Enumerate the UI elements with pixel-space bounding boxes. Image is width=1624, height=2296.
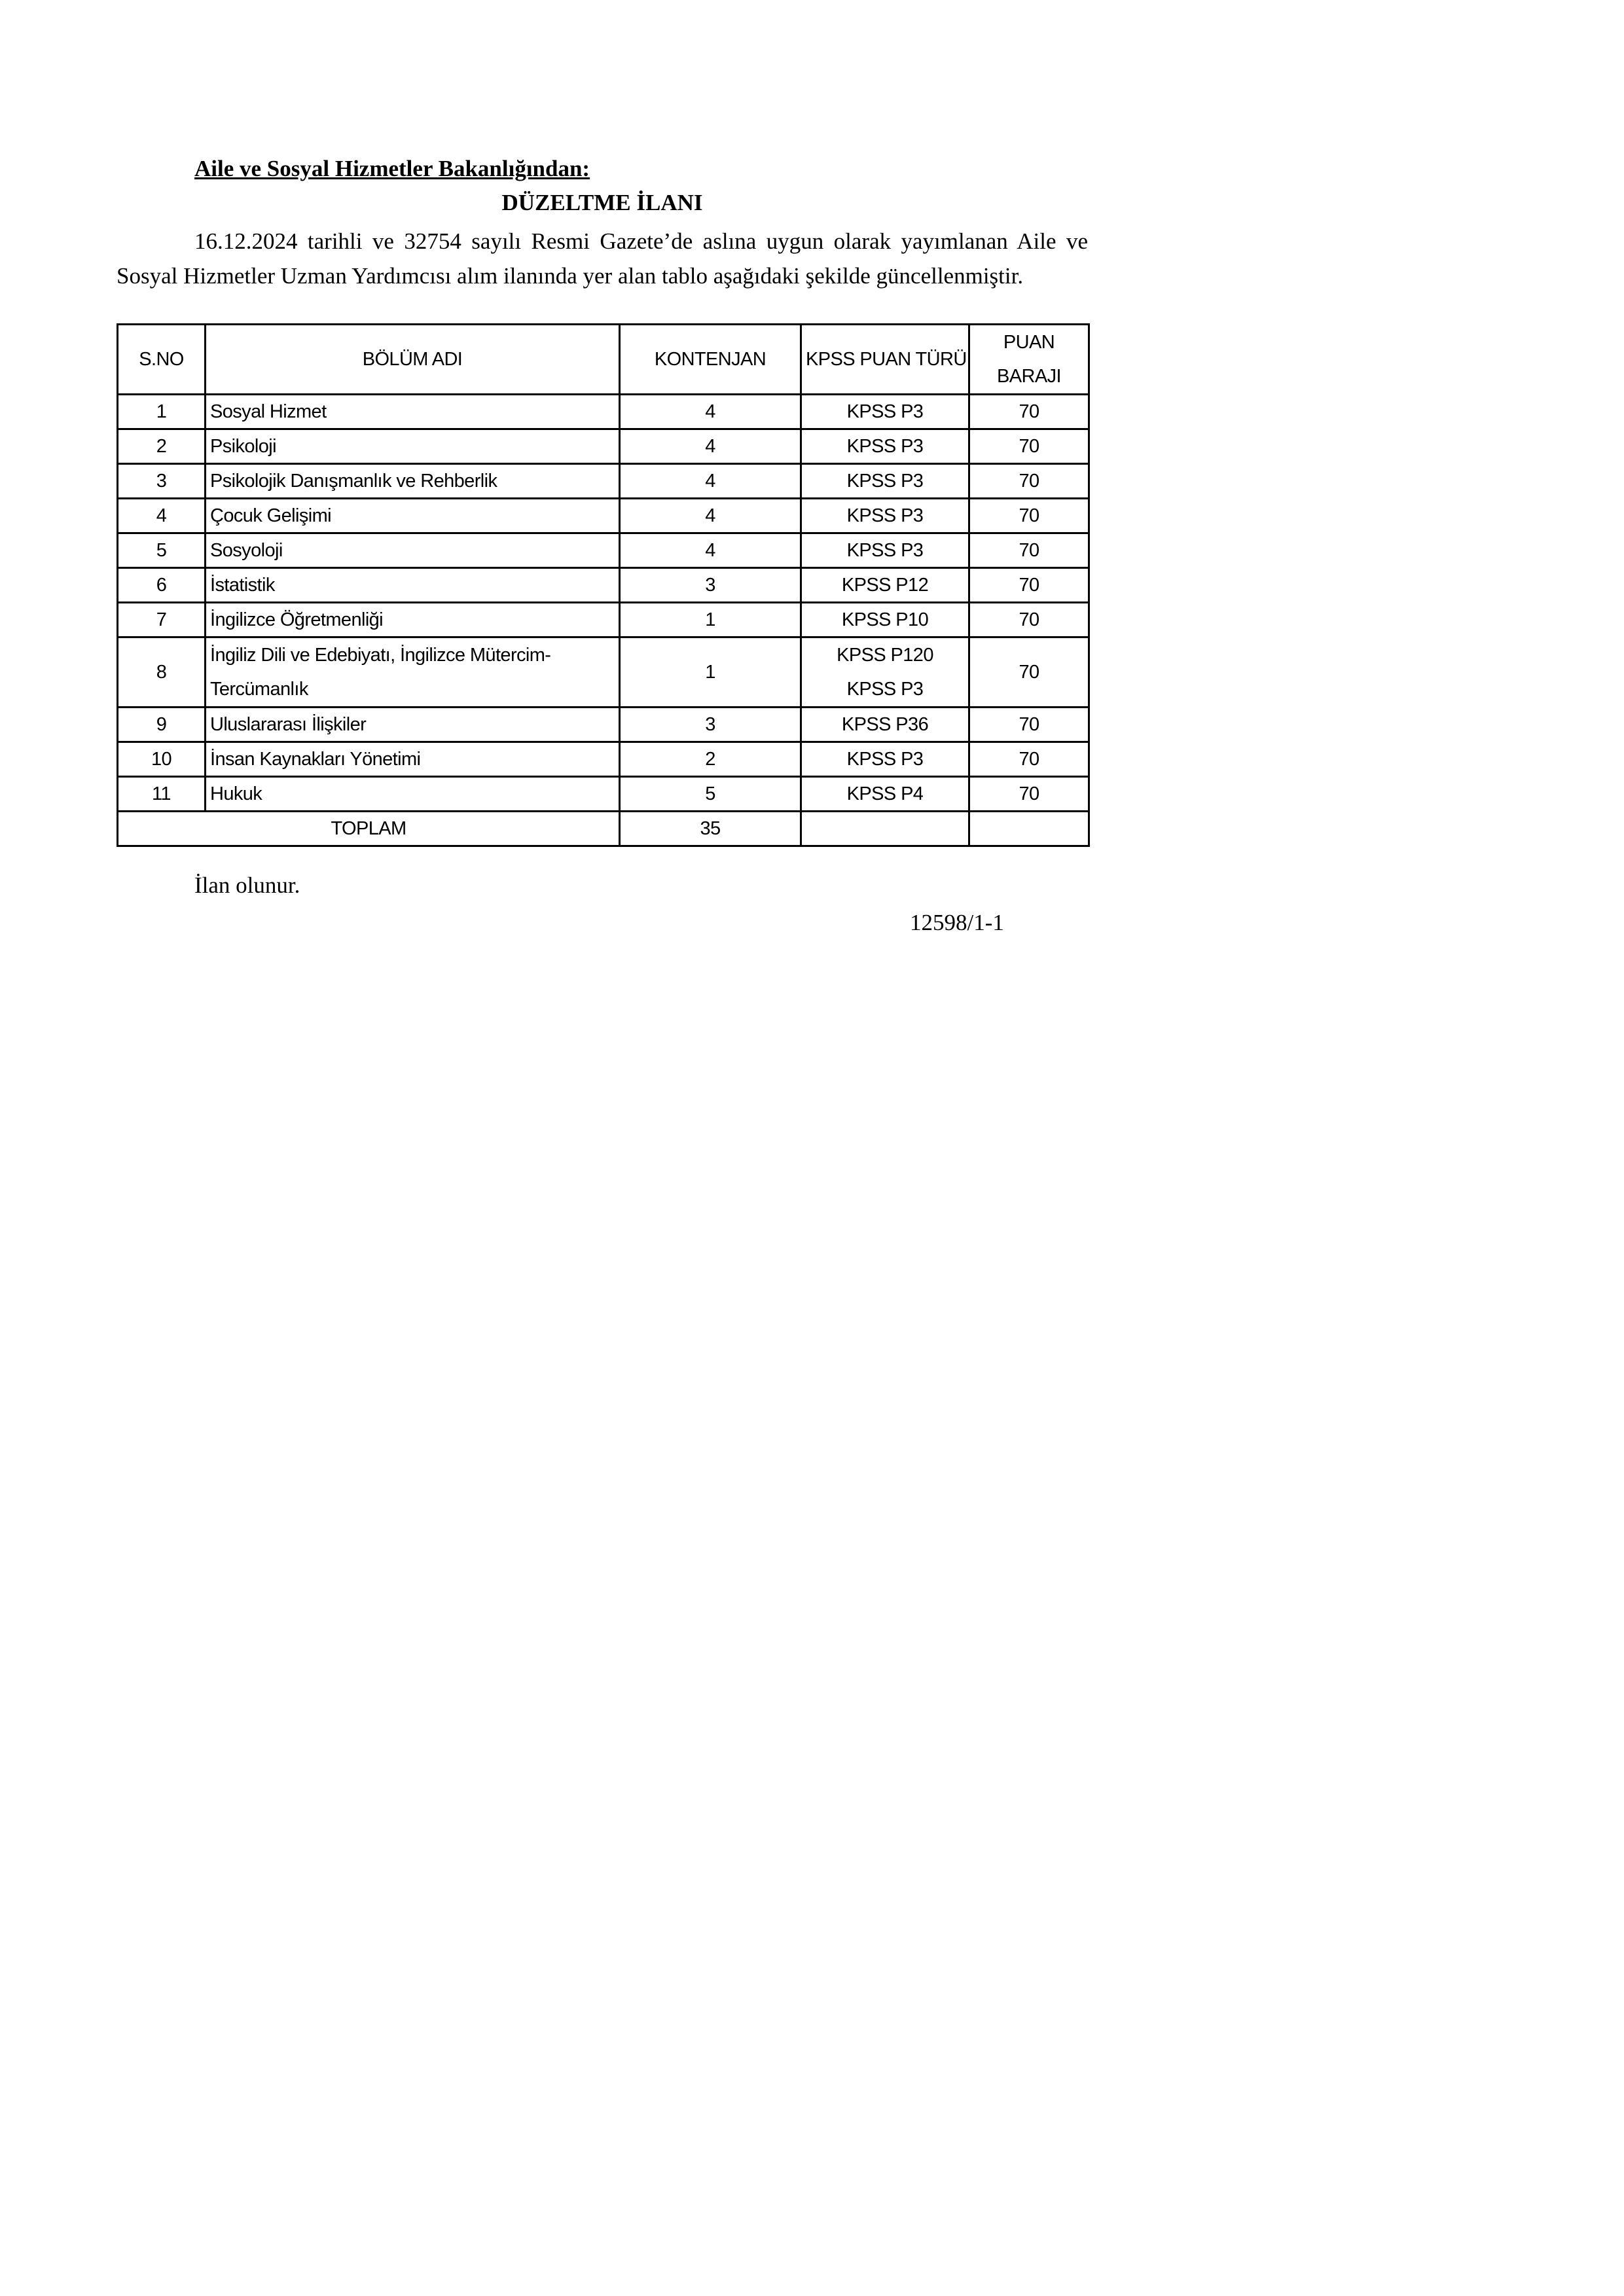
row-puan-turu: KPSS P3 <box>801 742 969 777</box>
row-puan-turu: KPSS P10 <box>801 603 969 637</box>
table-row <box>118 429 1089 464</box>
row-bolum: Sosyoloji <box>206 533 620 568</box>
table-row <box>118 499 1089 533</box>
total-empty-baraj <box>969 812 1089 846</box>
row-baraj: 70 <box>969 464 1089 499</box>
row-kontenjan: 1 <box>620 637 801 708</box>
row-puan-turu: KPSS P12 <box>801 568 969 603</box>
row-kontenjan: 4 <box>620 429 801 464</box>
row-baraj: 70 <box>969 777 1089 812</box>
row-kontenjan: 5 <box>620 777 801 812</box>
row-number: 4 <box>118 499 206 533</box>
row-bolum: Psikoloji <box>206 429 620 464</box>
row-puan-turu: KPSS P3 <box>801 499 969 533</box>
row-baraj: 70 <box>969 603 1089 637</box>
row-bolum: İngilizce Öğretmenliği <box>206 603 620 637</box>
header-bolum: BÖLÜM ADI <box>206 325 620 395</box>
row-puan-turu: KPSS P3 <box>801 533 969 568</box>
row-baraj: 70 <box>969 637 1089 708</box>
header-baraj-line2: BARAJI <box>997 366 1061 387</box>
total-kontenjan: 35 <box>620 812 801 846</box>
row-number: 8 <box>118 637 206 708</box>
table-header-row <box>118 325 1089 395</box>
row-baraj: 70 <box>969 533 1089 568</box>
row-kontenjan: 4 <box>620 499 801 533</box>
header-puan-baraji <box>969 325 1089 395</box>
row-kontenjan: 4 <box>620 464 801 499</box>
row-puan-turu: KPSS P4 <box>801 777 969 812</box>
row-puan-turu <box>801 637 969 708</box>
row-baraj: 70 <box>969 395 1089 429</box>
row-number: 5 <box>118 533 206 568</box>
ministry-heading: Aile ve Sosyal Hizmetler Bakanlığından: <box>194 156 590 181</box>
header-sno: S.NO <box>118 325 206 395</box>
table-row <box>118 464 1089 499</box>
row-bolum <box>206 637 620 708</box>
table-row <box>118 603 1089 637</box>
row-kontenjan: 3 <box>620 708 801 742</box>
row-kontenjan: 4 <box>620 533 801 568</box>
table-row <box>118 395 1089 429</box>
header-puan-turu: KPSS PUAN TÜRÜ <box>801 325 969 395</box>
positions-table <box>117 323 1090 847</box>
row-puan-turu: KPSS P3 <box>801 464 969 499</box>
row-bolum: Çocuk Gelişimi <box>206 499 620 533</box>
row-number: 10 <box>118 742 206 777</box>
row-puan-turu: KPSS P3 <box>801 395 969 429</box>
row-bolum: Sosyal Hizmet <box>206 395 620 429</box>
row-number: 11 <box>118 777 206 812</box>
row-kontenjan: 4 <box>620 395 801 429</box>
row-puan-turu: KPSS P36 <box>801 708 969 742</box>
row-number: 7 <box>118 603 206 637</box>
row-kontenjan: 3 <box>620 568 801 603</box>
row-bolum: Psikolojik Danışmanlık ve Rehberlik <box>206 464 620 499</box>
row-baraj: 70 <box>969 568 1089 603</box>
row-bolum: Uluslararası İlişkiler <box>206 708 620 742</box>
row-number: 1 <box>118 395 206 429</box>
row-puan-turu-line1: KPSS P120 <box>837 645 933 666</box>
header-baraj-line1: PUAN <box>1003 332 1055 353</box>
row-puan-turu-line2: KPSS P3 <box>846 679 924 700</box>
row-bolum: İnsan Kaynakları Yönetimi <box>206 742 620 777</box>
table-row <box>118 708 1089 742</box>
row-bolum: Hukuk <box>206 777 620 812</box>
row-kontenjan: 2 <box>620 742 801 777</box>
row-bolum: İstatistik <box>206 568 620 603</box>
table-row <box>118 637 1089 708</box>
row-baraj: 70 <box>969 708 1089 742</box>
row-bolum-line1: İngiliz Dili ve Edebiyatı, İngilizce Mütercim- <box>210 645 551 666</box>
intro-paragraph: 16.12.2024 tarihli ve 32754 sayılı Resmi Gazete’de aslına uygun olarak yayımlanan Aile ve Sosyal Hizmetler Uzman Yardımcısı alım ilanında yer alan tablo aşağıdaki şekilde güncellenmiştir. <box>117 228 1088 289</box>
table-total-row <box>118 812 1089 846</box>
table-row <box>118 533 1089 568</box>
row-number: 9 <box>118 708 206 742</box>
table-row <box>118 777 1089 812</box>
total-empty-puan-turu <box>801 812 969 846</box>
row-puan-turu: KPSS P3 <box>801 429 969 464</box>
notice-title: DÜZELTME İLANI <box>501 190 703 215</box>
total-label: TOPLAM <box>118 812 620 846</box>
reference-number: 12598/1-1 <box>910 910 1004 935</box>
row-baraj: 70 <box>969 429 1089 464</box>
row-kontenjan: 1 <box>620 603 801 637</box>
closing-text: İlan olunur. <box>194 872 300 898</box>
row-baraj: 70 <box>969 499 1089 533</box>
row-number: 2 <box>118 429 206 464</box>
header-kontenjan: KONTENJAN <box>620 325 801 395</box>
row-number: 3 <box>118 464 206 499</box>
table-row <box>118 742 1089 777</box>
row-baraj: 70 <box>969 742 1089 777</box>
row-number: 6 <box>118 568 206 603</box>
table-row <box>118 568 1089 603</box>
row-bolum-line2: Tercümanlık <box>210 679 308 700</box>
